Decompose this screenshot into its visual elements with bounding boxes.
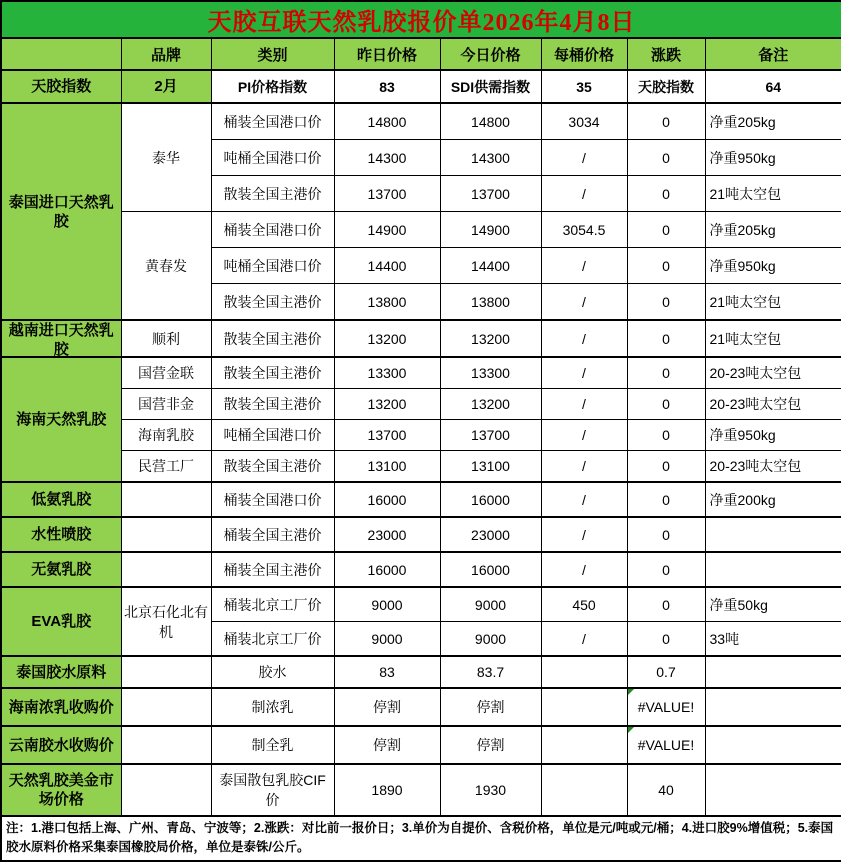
note-cell: 净重950kg [705, 248, 841, 284]
barrel-price-cell: / [541, 176, 627, 212]
yesterday-price-cell: 9000 [334, 622, 440, 657]
row-label-cell: 无氨乳胶 [1, 552, 121, 587]
change-cell: 0 [627, 320, 705, 357]
barrel-price-cell [541, 656, 627, 688]
change-value: #VALUE! [637, 699, 695, 715]
brand-cell [121, 764, 211, 816]
change-cell: 0 [627, 517, 705, 552]
today-price-cell: 停割 [440, 726, 541, 764]
change-cell: 0 [627, 140, 705, 176]
category-cell: 散装全国主港价 [211, 389, 334, 420]
category-cell: 散装全国主港价 [211, 284, 334, 321]
category-cell: 散装全国主港价 [211, 357, 334, 389]
note-cell: 净重950kg [705, 420, 841, 451]
note-cell: 33吨 [705, 622, 841, 657]
category-cell: 桶装全国主港价 [211, 517, 334, 552]
barrel-price-cell [541, 688, 627, 726]
note-cell: 净重205kg [705, 103, 841, 140]
yesterday-price-cell: 14900 [334, 212, 440, 248]
barrel-price-cell: / [541, 389, 627, 420]
title-row [1, 1, 841, 38]
today-price-cell: 13300 [440, 357, 541, 389]
change-cell: 40 [627, 764, 705, 816]
page-title: 天胶互联天然乳胶报价单2026年4月8日 [1, 1, 841, 38]
yesterday-price-cell: 13200 [334, 320, 440, 357]
category-cell: 泰国散包乳胶CIF价 [211, 764, 334, 816]
change-cell: 0 [627, 622, 705, 657]
note-cell [705, 517, 841, 552]
yesterday-price-cell: 13700 [334, 176, 440, 212]
today-price-cell: 1930 [440, 764, 541, 816]
table-row [1, 451, 841, 483]
barrel-price-cell: 35 [541, 70, 627, 103]
brand-cell: 泰华 [121, 103, 211, 212]
yesterday-price-cell: 9000 [334, 587, 440, 622]
today-price-cell: 14900 [440, 212, 541, 248]
footnote: 注：1.港口包括上海、广州、青岛、宁波等；2.涨跌：对比前一报价日；3.单价为自提价、含税价格，单位是元/吨或元/桶；4.进口胶9%增值税；5.泰国胶水原料价格采集泰国橡胶局价格，单位是泰铢/公斤。 [1, 816, 841, 861]
note-cell [705, 552, 841, 587]
change-cell: 0 [627, 357, 705, 389]
category-cell: 散装全国主港价 [211, 320, 334, 357]
header-cell-blank [1, 38, 121, 70]
row-label-cell: 云南胶水收购价 [1, 726, 121, 764]
change-cell [627, 726, 705, 764]
change-cell: 0 [627, 248, 705, 284]
barrel-price-cell: / [541, 517, 627, 552]
brand-cell: 黄春发 [121, 212, 211, 321]
brand-cell [121, 688, 211, 726]
table-row [1, 552, 841, 587]
table-row [1, 212, 841, 248]
barrel-price-cell: / [541, 140, 627, 176]
table-row [1, 389, 841, 420]
brand-cell: 2月 [121, 70, 211, 103]
table-row [1, 320, 841, 357]
barrel-price-cell: / [541, 482, 627, 517]
category-cell: 吨桶全国港口价 [211, 248, 334, 284]
change-cell: 0 [627, 552, 705, 587]
table-row [1, 357, 841, 389]
change-cell: 0 [627, 212, 705, 248]
yesterday-price-cell: 16000 [334, 482, 440, 517]
brand-cell [121, 726, 211, 764]
change-cell: 0 [627, 176, 705, 212]
header-row [1, 38, 841, 70]
category-cell: 桶装北京工厂价 [211, 587, 334, 622]
barrel-price-cell: 3034 [541, 103, 627, 140]
today-price-cell: 13200 [440, 320, 541, 357]
brand-cell [121, 517, 211, 552]
change-cell: 0 [627, 103, 705, 140]
note-cell: 净重950kg [705, 140, 841, 176]
note-cell [705, 726, 841, 764]
category-cell: PI价格指数 [211, 70, 334, 103]
note-cell: 21吨太空包 [705, 176, 841, 212]
yesterday-price-cell: 83 [334, 656, 440, 688]
barrel-price-cell: / [541, 284, 627, 321]
brand-cell: 海南乳胶 [121, 420, 211, 451]
table-row [1, 482, 841, 517]
change-cell: 0.7 [627, 656, 705, 688]
yesterday-price-cell: 13200 [334, 389, 440, 420]
footer-row [1, 816, 841, 861]
header-cell-category: 类别 [211, 38, 334, 70]
note-cell: 64 [705, 70, 841, 103]
change-cell: 0 [627, 587, 705, 622]
category-cell: 吨桶全国港口价 [211, 420, 334, 451]
row-label-cell: EVA乳胶 [1, 587, 121, 656]
barrel-price-cell: / [541, 420, 627, 451]
change-cell: 0 [627, 482, 705, 517]
category-cell: 散装全国主港价 [211, 176, 334, 212]
barrel-price-cell [541, 726, 627, 764]
today-price-cell: 14400 [440, 248, 541, 284]
barrel-price-cell: 3054.5 [541, 212, 627, 248]
today-price-cell: 9000 [440, 587, 541, 622]
row-label-cell: 低氨乳胶 [1, 482, 121, 517]
yesterday-price-cell: 停割 [334, 726, 440, 764]
table-row [1, 103, 841, 140]
barrel-price-cell: 450 [541, 587, 627, 622]
category-cell: 桶装全国主港价 [211, 552, 334, 587]
category-cell: 吨桶全国港口价 [211, 140, 334, 176]
brand-cell [121, 656, 211, 688]
yesterday-price-cell: 23000 [334, 517, 440, 552]
today-price-cell: 停割 [440, 688, 541, 726]
note-cell: 净重50kg [705, 587, 841, 622]
note-cell [705, 764, 841, 816]
category-cell: 制全乳 [211, 726, 334, 764]
note-cell: 20-23吨太空包 [705, 451, 841, 483]
category-cell: 胶水 [211, 656, 334, 688]
yesterday-price-cell: 14400 [334, 248, 440, 284]
error-indicator-icon [628, 727, 634, 733]
change-cell [627, 688, 705, 726]
barrel-price-cell: / [541, 320, 627, 357]
table-row [1, 764, 841, 816]
today-price-cell: 13200 [440, 389, 541, 420]
change-cell: 天胶指数 [627, 70, 705, 103]
today-price-cell: SDI供需指数 [440, 70, 541, 103]
today-price-cell: 14800 [440, 103, 541, 140]
header-cell-brand: 品牌 [121, 38, 211, 70]
brand-cell: 北京石化北有机 [121, 587, 211, 656]
change-value: #VALUE! [637, 737, 695, 753]
category-cell: 桶装全国港口价 [211, 103, 334, 140]
brand-cell: 民营工厂 [121, 451, 211, 483]
row-label-cell: 泰国胶水原料 [1, 656, 121, 688]
category-cell: 桶装全国港口价 [211, 212, 334, 248]
today-price-cell: 83.7 [440, 656, 541, 688]
header-cell-note: 备注 [705, 38, 841, 70]
brand-cell [121, 552, 211, 587]
note-cell: 21吨太空包 [705, 320, 841, 357]
today-price-cell: 13700 [440, 420, 541, 451]
note-cell [705, 656, 841, 688]
row-label-cell: 海南浓乳收购价 [1, 688, 121, 726]
yesterday-price-cell: 13700 [334, 420, 440, 451]
category-cell: 散装全国主港价 [211, 451, 334, 483]
header-cell-change: 涨跌 [627, 38, 705, 70]
change-cell: 0 [627, 389, 705, 420]
change-cell: 0 [627, 420, 705, 451]
error-indicator-icon [628, 689, 634, 695]
header-cell-yesterday: 昨日价格 [334, 38, 440, 70]
brand-cell [121, 482, 211, 517]
yesterday-price-cell: 13800 [334, 284, 440, 321]
row-label-cell: 天然乳胶美金市场价格 [1, 764, 121, 816]
category-cell: 桶装北京工厂价 [211, 622, 334, 657]
barrel-price-cell: / [541, 248, 627, 284]
yesterday-price-cell: 13300 [334, 357, 440, 389]
table-row [1, 587, 841, 622]
yesterday-price-cell: 14300 [334, 140, 440, 176]
note-cell [705, 688, 841, 726]
yesterday-price-cell: 14800 [334, 103, 440, 140]
row-label-cell: 水性喷胶 [1, 517, 121, 552]
row-label-cell: 海南天然乳胶 [1, 357, 121, 482]
today-price-cell: 16000 [440, 482, 541, 517]
today-price-cell: 13700 [440, 176, 541, 212]
yesterday-price-cell: 16000 [334, 552, 440, 587]
brand-cell: 国营金联 [121, 357, 211, 389]
today-price-cell: 16000 [440, 552, 541, 587]
yesterday-price-cell: 13100 [334, 451, 440, 483]
index-row [1, 70, 841, 103]
table-row [1, 688, 841, 726]
change-cell: 0 [627, 284, 705, 321]
today-price-cell: 9000 [440, 622, 541, 657]
brand-cell: 国营非金 [121, 389, 211, 420]
today-price-cell: 13100 [440, 451, 541, 483]
note-cell: 21吨太空包 [705, 284, 841, 321]
note-cell: 净重205kg [705, 212, 841, 248]
header-cell-today: 今日价格 [440, 38, 541, 70]
yesterday-price-cell: 停割 [334, 688, 440, 726]
row-label-cell: 泰国进口天然乳胶 [1, 103, 121, 320]
today-price-cell: 14300 [440, 140, 541, 176]
barrel-price-cell: / [541, 451, 627, 483]
barrel-price-cell [541, 764, 627, 816]
category-cell: 制浓乳 [211, 688, 334, 726]
today-price-cell: 13800 [440, 284, 541, 321]
barrel-price-cell: / [541, 622, 627, 657]
row-label-text: 越南进口天然乳胶 [8, 322, 114, 356]
yesterday-price-cell: 83 [334, 70, 440, 103]
change-cell: 0 [627, 451, 705, 483]
barrel-price-cell: / [541, 552, 627, 587]
table-row [1, 656, 841, 688]
brand-cell: 顺利 [121, 320, 211, 357]
today-price-cell: 23000 [440, 517, 541, 552]
header-cell-barrel: 每桶价格 [541, 38, 627, 70]
note-cell: 20-23吨太空包 [705, 357, 841, 389]
table-row [1, 517, 841, 552]
table-row [1, 420, 841, 451]
category-cell: 桶装全国港口价 [211, 482, 334, 517]
note-cell: 20-23吨太空包 [705, 389, 841, 420]
table-row [1, 726, 841, 764]
yesterday-price-cell: 1890 [334, 764, 440, 816]
note-cell: 净重200kg [705, 482, 841, 517]
row-label-cell: 天胶指数 [1, 70, 121, 103]
row-label-cell [1, 320, 121, 357]
barrel-price-cell: / [541, 357, 627, 389]
